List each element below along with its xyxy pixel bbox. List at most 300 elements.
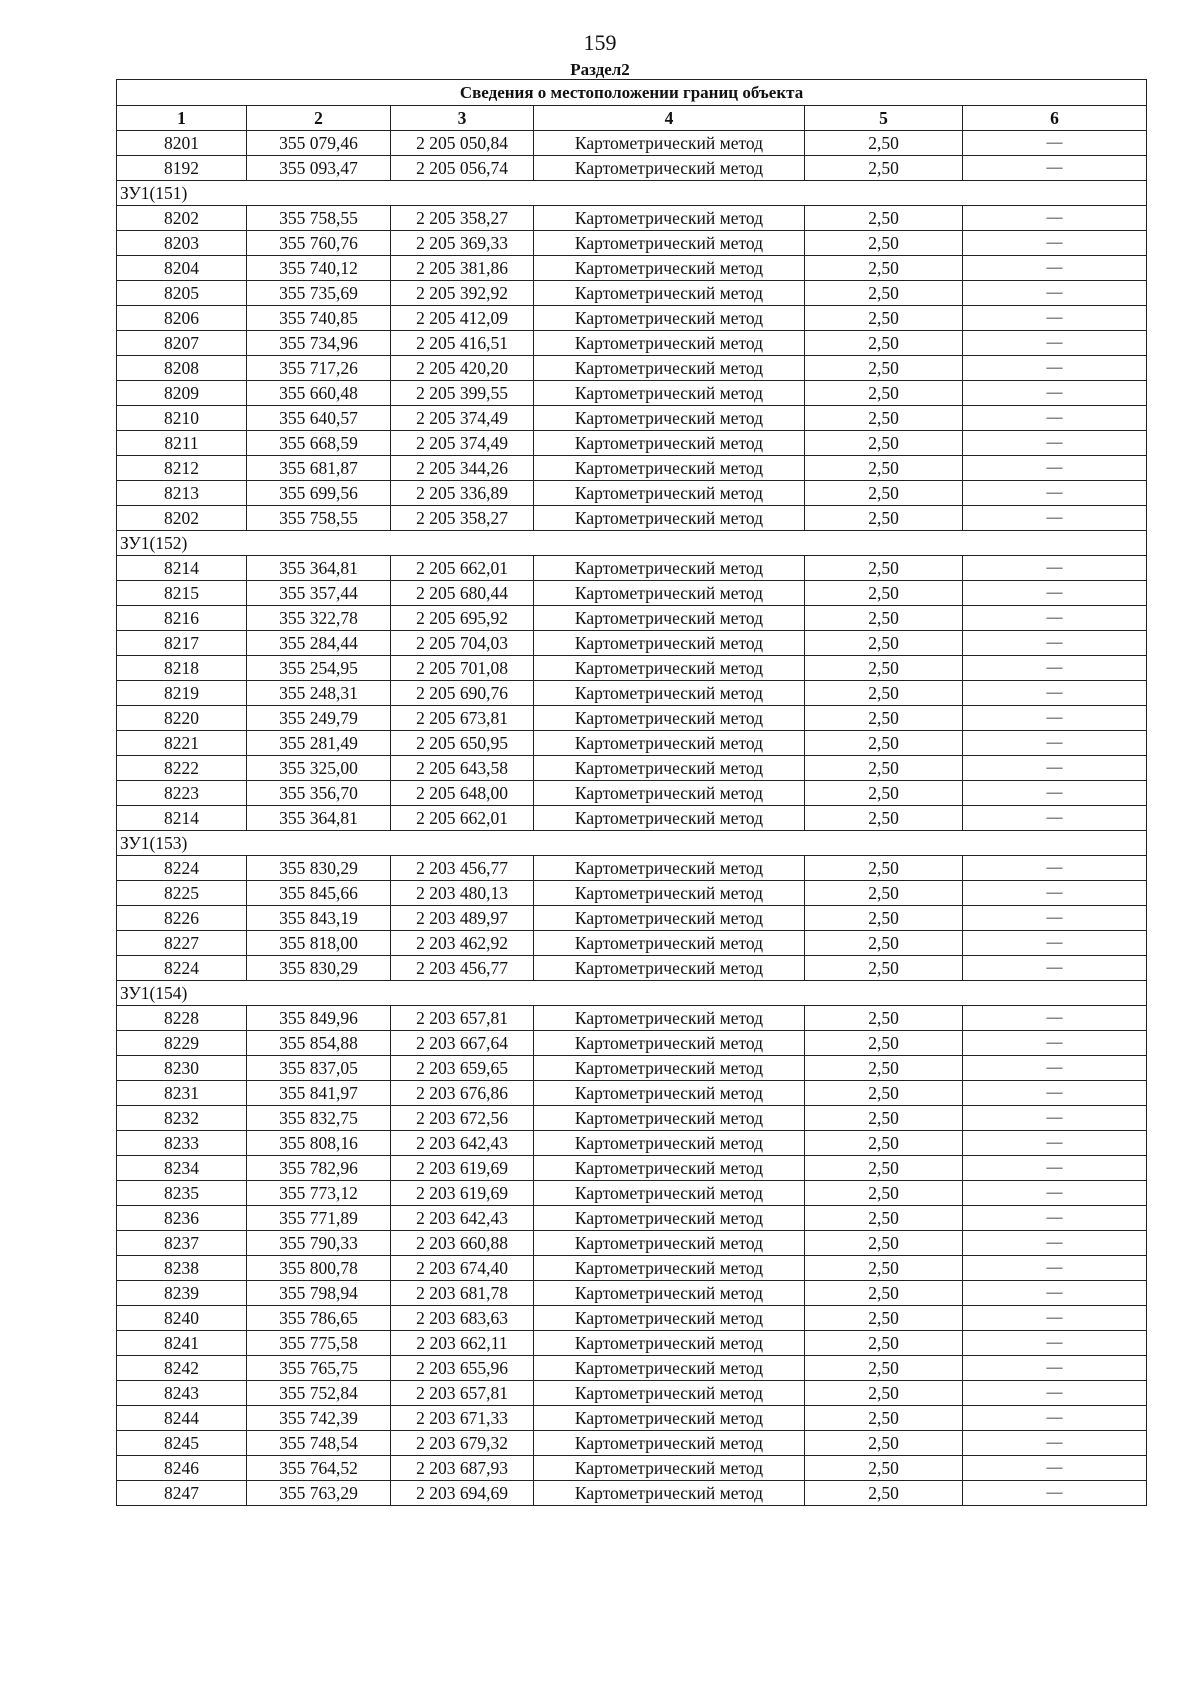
table-cell: 2 203 657,81 (391, 1006, 534, 1031)
table-cell: 2 205 050,84 (391, 131, 534, 156)
table-cell: 8232 (117, 1106, 247, 1131)
table-cell: 355 800,78 (247, 1256, 391, 1281)
table-row (117, 406, 1147, 431)
table-cell: 2 203 694,69 (391, 1481, 534, 1506)
table-cell: Картометрический метод (534, 506, 805, 531)
table-cell: 355 079,46 (247, 131, 391, 156)
table-cell: — (963, 206, 1147, 231)
table-cell: 355 782,96 (247, 1156, 391, 1181)
table-cell: 8236 (117, 1206, 247, 1231)
table-cell: — (963, 581, 1147, 606)
table-row (117, 1481, 1147, 1506)
table-row (117, 556, 1147, 581)
table-cell: 2 205 336,89 (391, 481, 534, 506)
table-row (117, 1381, 1147, 1406)
table-row (117, 1206, 1147, 1231)
column-header: 2 (247, 106, 391, 131)
table-cell: Картометрический метод (534, 1456, 805, 1481)
table-cell: 8224 (117, 956, 247, 981)
table-cell: Картометрический метод (534, 1481, 805, 1506)
table-cell: 8222 (117, 756, 247, 781)
table-row (117, 1181, 1147, 1206)
table-cell: 2,50 (805, 1431, 963, 1456)
table-cell: 355 640,57 (247, 406, 391, 431)
table-cell: 8237 (117, 1231, 247, 1256)
table-cell: 2 205 662,01 (391, 556, 534, 581)
table-row (117, 1031, 1147, 1056)
table-row (117, 581, 1147, 606)
column-header: 6 (963, 106, 1147, 131)
table-cell: 355 832,75 (247, 1106, 391, 1131)
table-cell: 2,50 (805, 456, 963, 481)
table-cell: Картометрический метод (534, 331, 805, 356)
table-cell: Картометрический метод (534, 131, 805, 156)
table-cell: 355 681,87 (247, 456, 391, 481)
table-cell: Картометрический метод (534, 681, 805, 706)
table-cell: 8229 (117, 1031, 247, 1056)
table-cell: 2 205 650,95 (391, 731, 534, 756)
table-cell: — (963, 1306, 1147, 1331)
table-cell: 2 205 648,00 (391, 781, 534, 806)
table-cell: 8202 (117, 506, 247, 531)
table-cell: 355 773,12 (247, 1181, 391, 1206)
table-cell: 2 205 358,27 (391, 506, 534, 531)
group-label: ЗУ1(153) (117, 831, 1147, 856)
table-cell: 355 364,81 (247, 806, 391, 831)
table-row (117, 256, 1147, 281)
table-cell: 2 203 676,86 (391, 1081, 534, 1106)
table-caption: Сведения о местоположении границ объекта (117, 80, 1147, 106)
table-cell: 2 205 374,49 (391, 431, 534, 456)
table-cell: 2,50 (805, 1331, 963, 1356)
table-cell: 2,50 (805, 1131, 963, 1156)
table-cell: 8243 (117, 1381, 247, 1406)
table-cell: 2,50 (805, 1231, 963, 1256)
table-row (117, 1331, 1147, 1356)
table-cell: — (963, 381, 1147, 406)
table-cell: 2,50 (805, 256, 963, 281)
table-cell: Картометрический метод (534, 756, 805, 781)
table-cell: 355 740,85 (247, 306, 391, 331)
table-cell: 2 205 392,92 (391, 281, 534, 306)
table-row (117, 1456, 1147, 1481)
table-cell: 8210 (117, 406, 247, 431)
table-cell: 355 763,29 (247, 1481, 391, 1506)
table-row (117, 1281, 1147, 1306)
table-cell: 355 742,39 (247, 1406, 391, 1431)
table-cell: 2 203 642,43 (391, 1206, 534, 1231)
table-cell: Картометрический метод (534, 556, 805, 581)
table-cell: — (963, 756, 1147, 781)
table-cell: 2 203 619,69 (391, 1181, 534, 1206)
page-number: 159 (583, 30, 617, 55)
table-cell: — (963, 906, 1147, 931)
table-cell: — (963, 1006, 1147, 1031)
table-cell: 355 734,96 (247, 331, 391, 356)
table-cell: — (963, 1106, 1147, 1131)
table-cell: 2,50 (805, 631, 963, 656)
table-cell: Картометрический метод (534, 731, 805, 756)
table-row (117, 1231, 1147, 1256)
column-header: 3 (391, 106, 534, 131)
table-cell: — (963, 481, 1147, 506)
table-cell: 2,50 (805, 881, 963, 906)
table-cell: 355 356,70 (247, 781, 391, 806)
table-cell: Картометрический метод (534, 956, 805, 981)
table-row (117, 756, 1147, 781)
table-cell: 2,50 (805, 1181, 963, 1206)
table-cell: 355 752,84 (247, 1381, 391, 1406)
table-cell: 355 325,00 (247, 756, 391, 781)
table-cell: 8219 (117, 681, 247, 706)
table-cell: Картометрический метод (534, 1131, 805, 1156)
table-cell: 355 364,81 (247, 556, 391, 581)
table-cell: 8215 (117, 581, 247, 606)
table-cell: 2,50 (805, 656, 963, 681)
table-cell: 8202 (117, 206, 247, 231)
table-cell: Картометрический метод (534, 481, 805, 506)
table-cell: Картометрический метод (534, 1281, 805, 1306)
table-cell: 2,50 (805, 781, 963, 806)
table-row (117, 456, 1147, 481)
table-cell: 355 357,44 (247, 581, 391, 606)
table-cell: 8204 (117, 256, 247, 281)
table-cell: — (963, 781, 1147, 806)
table-cell: 2 205 704,03 (391, 631, 534, 656)
table-cell: 355 093,47 (247, 156, 391, 181)
table-cell: Картометрический метод (534, 631, 805, 656)
table-cell: 8227 (117, 931, 247, 956)
table-cell: 8241 (117, 1331, 247, 1356)
table-cell: 2 203 662,11 (391, 1331, 534, 1356)
table-cell: 2 203 683,63 (391, 1306, 534, 1331)
table-cell: 8225 (117, 881, 247, 906)
table-cell: 2 205 680,44 (391, 581, 534, 606)
table-row (117, 281, 1147, 306)
table-cell: 2,50 (805, 806, 963, 831)
table-cell: Картометрический метод (534, 581, 805, 606)
table-cell: — (963, 1206, 1147, 1231)
table-cell: 2 205 690,76 (391, 681, 534, 706)
table-cell: 8203 (117, 231, 247, 256)
table-cell: 8245 (117, 1431, 247, 1456)
table-cell: 8235 (117, 1181, 247, 1206)
table-cell: — (963, 856, 1147, 881)
table-cell: — (963, 306, 1147, 331)
group-row (117, 831, 1147, 856)
table-cell: Картометрический метод (534, 1031, 805, 1056)
table-cell: 355 740,12 (247, 256, 391, 281)
table-cell: 2,50 (805, 581, 963, 606)
table-cell: 8231 (117, 1081, 247, 1106)
table-cell: — (963, 1431, 1147, 1456)
table-cell: 355 830,29 (247, 956, 391, 981)
table-cell: 2,50 (805, 706, 963, 731)
table-cell: 2,50 (805, 331, 963, 356)
table-cell: 8246 (117, 1456, 247, 1481)
table-row (117, 1156, 1147, 1181)
table-row (117, 781, 1147, 806)
table-cell: — (963, 1381, 1147, 1406)
table-cell: 355 758,55 (247, 206, 391, 231)
table-cell: 2,50 (805, 431, 963, 456)
table-cell: 8207 (117, 331, 247, 356)
table-cell: 2 203 659,65 (391, 1056, 534, 1081)
table-cell: 355 764,52 (247, 1456, 391, 1481)
table-cell: — (963, 1081, 1147, 1106)
table-cell: 2,50 (805, 756, 963, 781)
table-cell: — (963, 881, 1147, 906)
table-cell: 8211 (117, 431, 247, 456)
group-row (117, 981, 1147, 1006)
table-cell: — (963, 331, 1147, 356)
table-cell: Картометрический метод (534, 906, 805, 931)
table-cell: 2,50 (805, 1356, 963, 1381)
table-cell: 2 203 679,32 (391, 1431, 534, 1456)
table-cell: 2,50 (805, 731, 963, 756)
table-cell: 8220 (117, 706, 247, 731)
table-cell: Картометрический метод (534, 1206, 805, 1231)
table-cell: 355 808,16 (247, 1131, 391, 1156)
table-cell: 2,50 (805, 906, 963, 931)
table-row (117, 156, 1147, 181)
table-row (117, 506, 1147, 531)
table-cell: 8240 (117, 1306, 247, 1331)
table-cell: 2,50 (805, 1456, 963, 1481)
table-cell: — (963, 956, 1147, 981)
table-cell: 2,50 (805, 956, 963, 981)
table-row (117, 206, 1147, 231)
table-cell: 2,50 (805, 1006, 963, 1031)
table-cell: 8221 (117, 731, 247, 756)
table-cell: 8233 (117, 1131, 247, 1156)
table-cell: 8205 (117, 281, 247, 306)
table-row (117, 606, 1147, 631)
table-cell: 2,50 (805, 1381, 963, 1406)
table-cell: 8214 (117, 556, 247, 581)
table-cell: 355 281,49 (247, 731, 391, 756)
table-cell: 2 203 642,43 (391, 1131, 534, 1156)
table-cell: — (963, 706, 1147, 731)
table-row (117, 631, 1147, 656)
table-cell: Картометрический метод (534, 1356, 805, 1381)
table-cell: 2 205 673,81 (391, 706, 534, 731)
table-cell: Картометрический метод (534, 781, 805, 806)
table-row (117, 1106, 1147, 1131)
table-row (117, 881, 1147, 906)
table-cell: 2,50 (805, 1306, 963, 1331)
table-row (117, 481, 1147, 506)
table-cell: 2 205 662,01 (391, 806, 534, 831)
table-cell: 8201 (117, 131, 247, 156)
table-cell: 2 203 671,33 (391, 1406, 534, 1431)
group-label: ЗУ1(152) (117, 531, 1147, 556)
table-cell: 355 786,65 (247, 1306, 391, 1331)
table-cell: Картометрический метод (534, 256, 805, 281)
table-cell: 2 203 456,77 (391, 956, 534, 981)
table-cell: 355 699,56 (247, 481, 391, 506)
table-cell: 355 837,05 (247, 1056, 391, 1081)
table-cell: 2,50 (805, 1481, 963, 1506)
table-cell: 8217 (117, 631, 247, 656)
table-cell: 2,50 (805, 206, 963, 231)
table-cell: 355 758,55 (247, 506, 391, 531)
table-row (117, 731, 1147, 756)
table-cell: — (963, 931, 1147, 956)
table-cell: Картометрический метод (534, 306, 805, 331)
table-cell: 2 205 420,20 (391, 356, 534, 381)
table-row (117, 1406, 1147, 1431)
table-cell: — (963, 806, 1147, 831)
table-cell: Картометрический метод (534, 1156, 805, 1181)
table-cell: 2,50 (805, 306, 963, 331)
table-cell: Картометрический метод (534, 431, 805, 456)
table-body (117, 131, 1147, 1506)
boundary-table (116, 79, 1147, 1506)
table-cell: 2,50 (805, 281, 963, 306)
table-caption-row (117, 80, 1147, 106)
table-row (117, 381, 1147, 406)
table-cell: 2 203 667,64 (391, 1031, 534, 1056)
table-cell: 355 735,69 (247, 281, 391, 306)
table-row (117, 856, 1147, 881)
table-cell: Картометрический метод (534, 1106, 805, 1131)
table-cell: 8214 (117, 806, 247, 831)
table-cell: 8192 (117, 156, 247, 181)
table-row (117, 131, 1147, 156)
table-cell: 8213 (117, 481, 247, 506)
table-cell: Картометрический метод (534, 1181, 805, 1206)
table-cell: — (963, 681, 1147, 706)
table-cell: — (963, 1181, 1147, 1206)
table-cell: 355 765,75 (247, 1356, 391, 1381)
table-cell: 355 830,29 (247, 856, 391, 881)
table-cell: 2 205 416,51 (391, 331, 534, 356)
table-cell: — (963, 1156, 1147, 1181)
table-cell: 355 775,58 (247, 1331, 391, 1356)
table-cell: 355 845,66 (247, 881, 391, 906)
table-cell: 2,50 (805, 1256, 963, 1281)
table-cell: — (963, 406, 1147, 431)
table-cell: Картометрический метод (534, 1056, 805, 1081)
table-cell: 8230 (117, 1056, 247, 1081)
table-cell: 2 203 462,92 (391, 931, 534, 956)
table-cell: 355 818,00 (247, 931, 391, 956)
table-cell: 2 203 672,56 (391, 1106, 534, 1131)
table-cell: 8223 (117, 781, 247, 806)
column-header: 1 (117, 106, 247, 131)
table-cell: Картометрический метод (534, 856, 805, 881)
table-cell: 2,50 (805, 681, 963, 706)
table-cell: 8216 (117, 606, 247, 631)
column-header: 4 (534, 106, 805, 131)
table-row (117, 231, 1147, 256)
table-row (117, 1356, 1147, 1381)
table-row (117, 1131, 1147, 1156)
table-cell: 2 205 701,08 (391, 656, 534, 681)
table-row (117, 306, 1147, 331)
table-cell: Картометрический метод (534, 1406, 805, 1431)
table-cell: 355 841,97 (247, 1081, 391, 1106)
table-cell: — (963, 1456, 1147, 1481)
table-row (117, 1306, 1147, 1331)
table-cell: 355 790,33 (247, 1231, 391, 1256)
table-cell: — (963, 556, 1147, 581)
table-cell: — (963, 1481, 1147, 1506)
table-cell: 355 854,88 (247, 1031, 391, 1056)
table-cell: 2,50 (805, 156, 963, 181)
table-cell: 8238 (117, 1256, 247, 1281)
table-cell: 2 203 660,88 (391, 1231, 534, 1256)
table-cell: — (963, 1356, 1147, 1381)
table-cell: 2,50 (805, 931, 963, 956)
table-cell: Картометрический метод (534, 1256, 805, 1281)
table-cell: — (963, 281, 1147, 306)
table-cell: 2 205 381,86 (391, 256, 534, 281)
table-cell: 2 203 687,93 (391, 1456, 534, 1481)
table-cell: 2,50 (805, 1406, 963, 1431)
table-cell: 2,50 (805, 1081, 963, 1106)
table-cell: 8239 (117, 1281, 247, 1306)
table-cell: 2 205 344,26 (391, 456, 534, 481)
table-row (117, 681, 1147, 706)
table-cell: — (963, 1231, 1147, 1256)
table-cell: — (963, 131, 1147, 156)
group-label: ЗУ1(154) (117, 981, 1147, 1006)
table-cell: — (963, 656, 1147, 681)
table-row (117, 1081, 1147, 1106)
table-cell: 2,50 (805, 1106, 963, 1131)
table-cell: 8234 (117, 1156, 247, 1181)
table-cell: Картометрический метод (534, 1006, 805, 1031)
table-cell: Картометрический метод (534, 231, 805, 256)
table-cell: 355 843,19 (247, 906, 391, 931)
table-row (117, 906, 1147, 931)
table-cell: 8212 (117, 456, 247, 481)
table-cell: 2 203 655,96 (391, 1356, 534, 1381)
table-cell: 355 249,79 (247, 706, 391, 731)
table-cell: — (963, 506, 1147, 531)
table-row (117, 656, 1147, 681)
table-cell: Картометрический метод (534, 281, 805, 306)
table-cell: Картометрический метод (534, 606, 805, 631)
table-cell: 2 205 643,58 (391, 756, 534, 781)
table-cell: 2 205 412,09 (391, 306, 534, 331)
table-cell: — (963, 1406, 1147, 1431)
table-cell: 8224 (117, 856, 247, 881)
column-header: 5 (805, 106, 963, 131)
table-row (117, 956, 1147, 981)
group-row (117, 181, 1147, 206)
table-cell: 2,50 (805, 131, 963, 156)
table-cell: Картометрический метод (534, 406, 805, 431)
table-cell: 2,50 (805, 231, 963, 256)
table-cell: 8209 (117, 381, 247, 406)
table-cell: 8226 (117, 906, 247, 931)
table-cell: 2,50 (805, 1206, 963, 1231)
table-cell: 355 322,78 (247, 606, 391, 631)
table-cell: 355 717,26 (247, 356, 391, 381)
table-cell: 8247 (117, 1481, 247, 1506)
table-cell: 355 248,31 (247, 681, 391, 706)
section-title: Раздел2 (570, 60, 630, 79)
table-cell: — (963, 1331, 1147, 1356)
table-cell: Картометрический метод (534, 206, 805, 231)
table-cell: 2 205 695,92 (391, 606, 534, 631)
table-cell: 2,50 (805, 606, 963, 631)
table-cell: 8244 (117, 1406, 247, 1431)
table-cell: 2,50 (805, 856, 963, 881)
